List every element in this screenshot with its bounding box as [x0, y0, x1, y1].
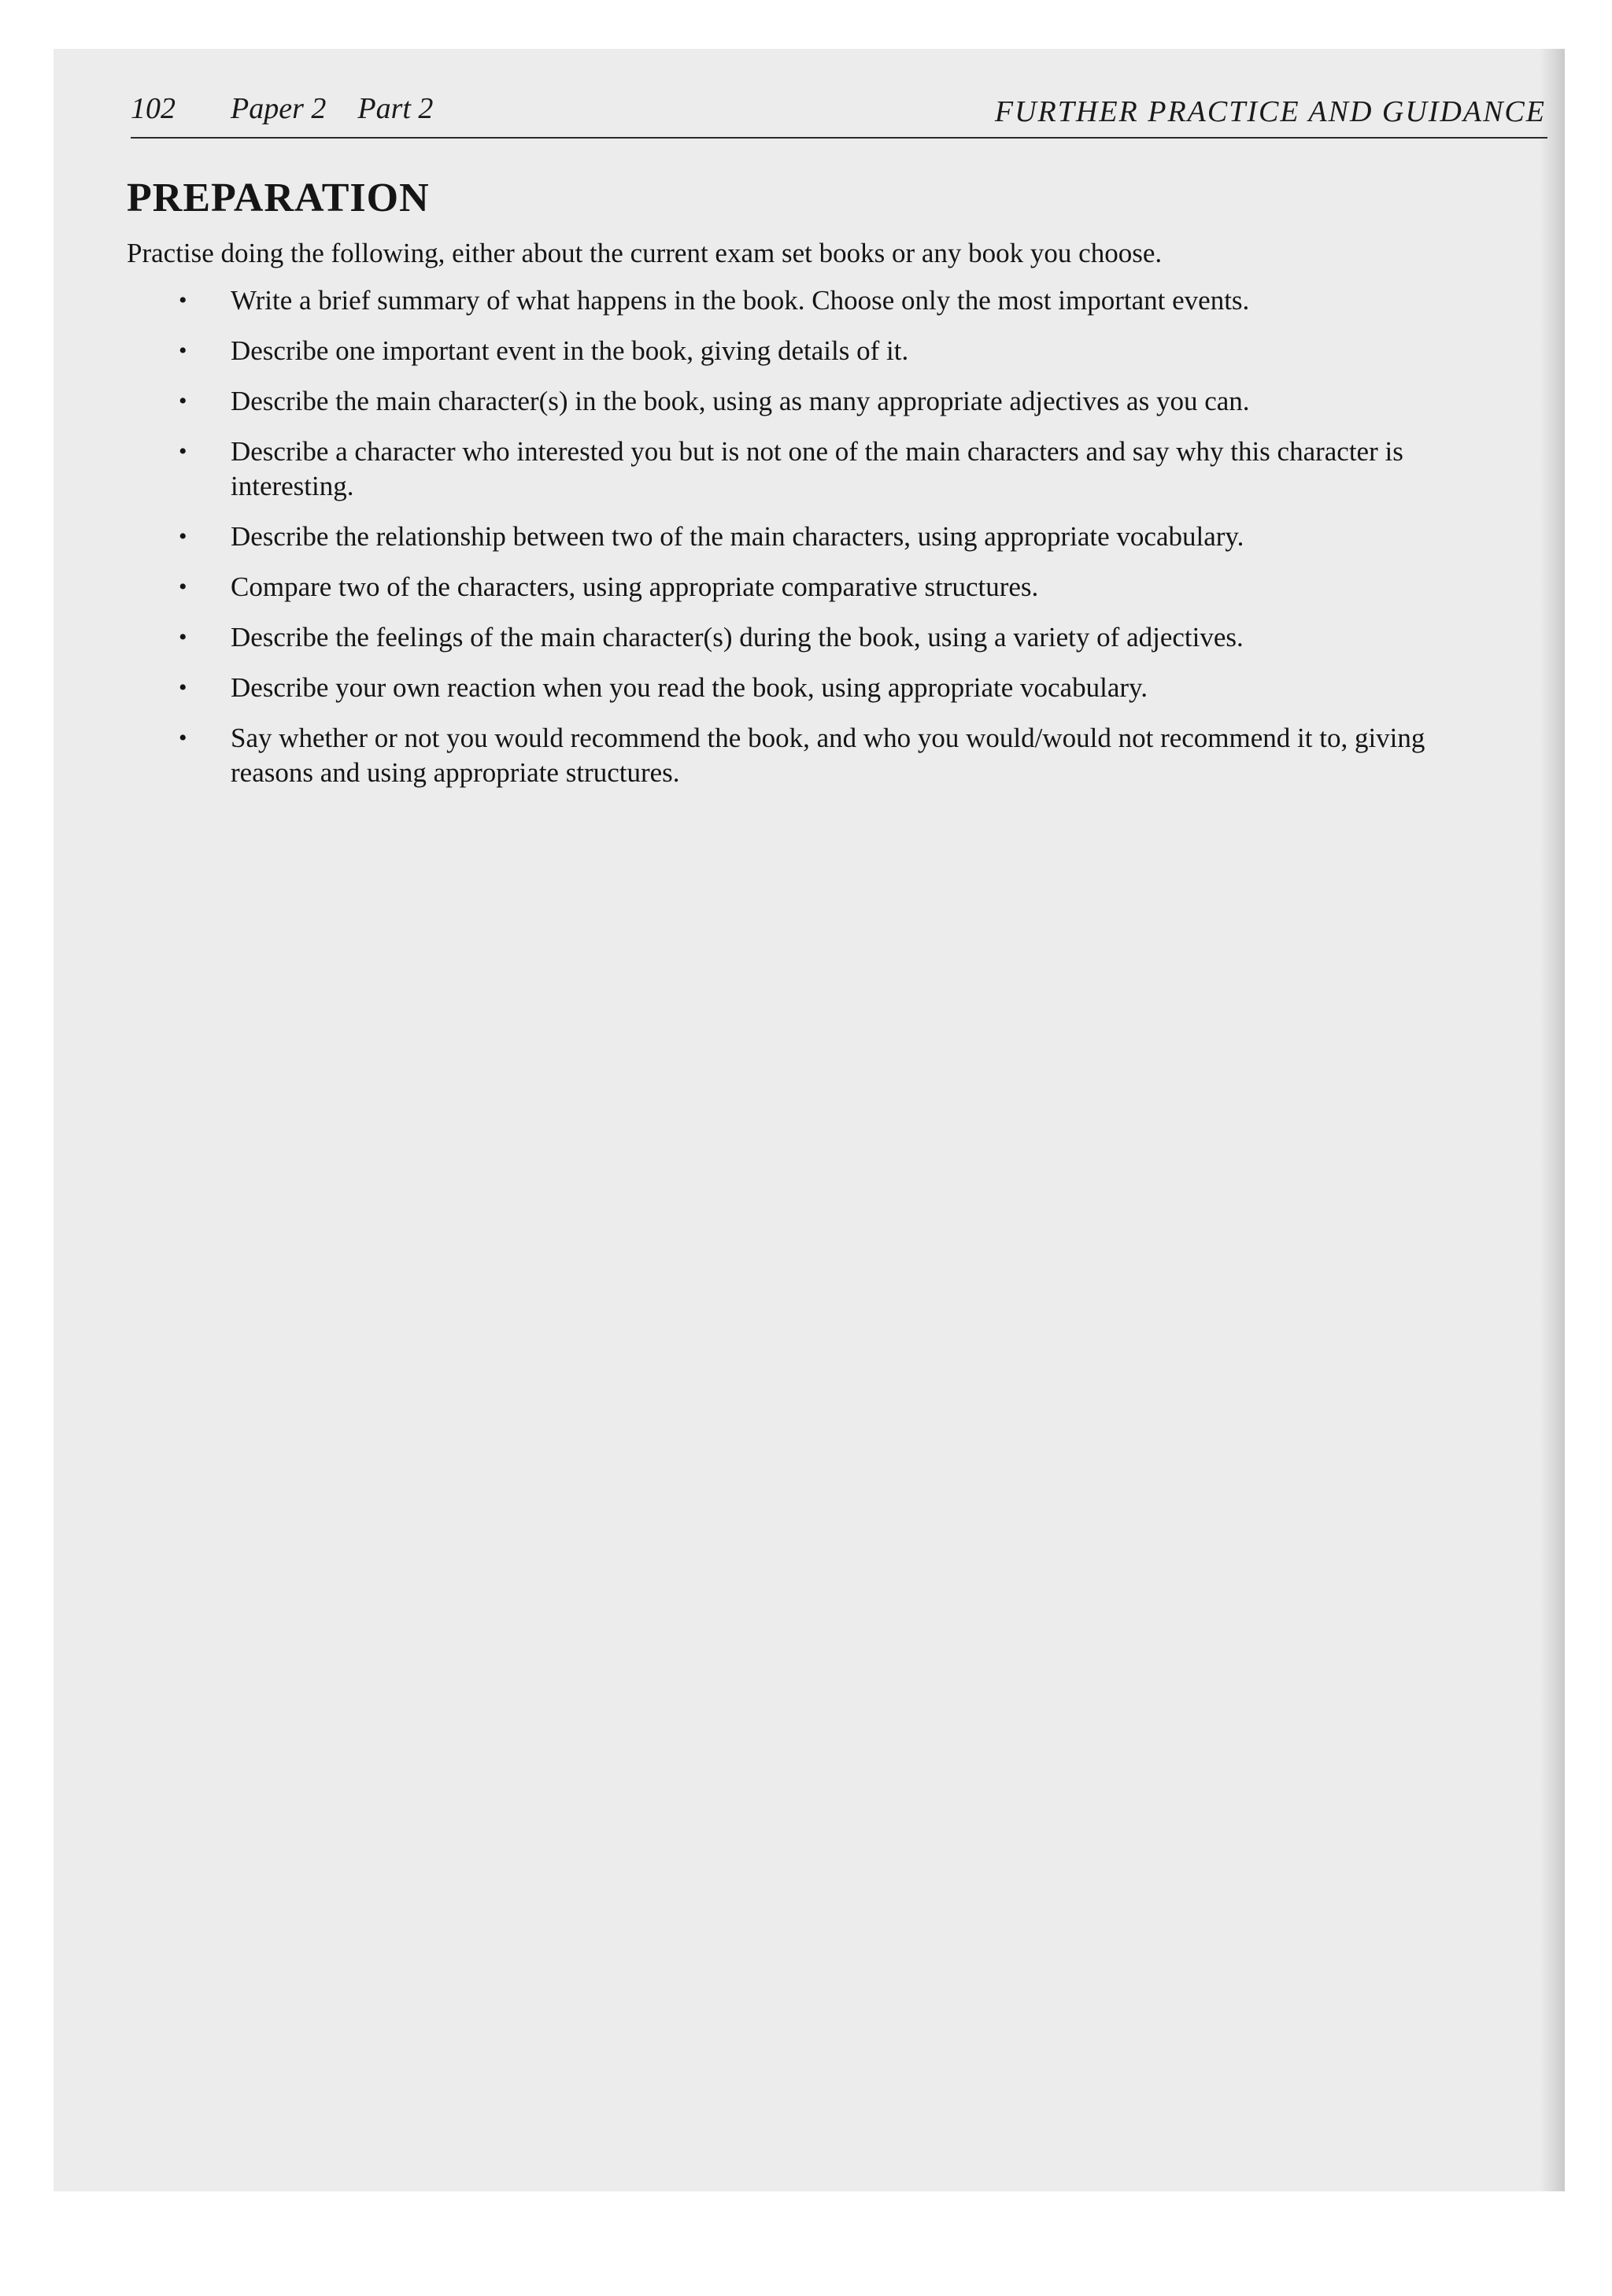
list-item [127, 334, 1528, 368]
list-item [127, 384, 1528, 419]
bullet-icon: • [179, 523, 187, 549]
list-item-text: Describe the relationship between two of the main characters, using appropriate vocabulary. [231, 521, 1244, 552]
list-item [127, 570, 1528, 605]
bullet-icon: • [179, 574, 187, 600]
bullet-icon: • [179, 675, 187, 701]
list-item [127, 434, 1528, 504]
bullet-icon: • [179, 725, 187, 751]
scanned-page [54, 49, 1565, 2191]
page-content [127, 175, 1528, 806]
bullet-icon: • [179, 624, 187, 650]
list-item-text: Write a brief summary of what happens in the book. Choose only the most important events. [231, 285, 1250, 316]
list-item-text: Describe the feelings of the main character(s) during the book, using a variety of adjectives. [231, 622, 1244, 653]
page-edge-shadow [1540, 49, 1565, 2191]
list-item-text: Describe the main character(s) in the book, using as many appropriate adjectives as you can. [231, 386, 1250, 416]
list-item-text: Describe one important event in the book, giving details of it. [231, 335, 909, 366]
page-title: PREPARATION [127, 176, 430, 220]
bullet-list [127, 283, 1528, 790]
bullet-icon: • [179, 388, 187, 414]
bullet-icon: • [179, 287, 187, 313]
bullet-icon: • [179, 338, 187, 364]
list-item [127, 620, 1528, 655]
list-item-text: Say whether or not you would recommend the book, and who you would/would not recommend it to, giving reasons and using appropriate structures. [231, 723, 1425, 788]
header-left [131, 91, 433, 126]
section-heading: FURTHER PRACTICE AND GUIDANCE [994, 95, 1546, 128]
list-item [127, 519, 1528, 554]
list-item-text: Compare two of the characters, using appropriate comparative structures. [231, 571, 1039, 602]
part-label: Part 2 [357, 92, 434, 125]
list-item-text: Describe a character who interested you but is not one of the main characters and say why this character is interesting. [231, 436, 1403, 501]
intro-paragraph: Practise doing the following, either about the current exam set books or any book you choose. [127, 238, 1163, 268]
bullet-icon: • [179, 438, 187, 464]
page-number: 102 [131, 92, 176, 125]
list-item [127, 283, 1528, 318]
running-header [131, 80, 1546, 143]
list-item [127, 721, 1528, 790]
header-rule [131, 137, 1547, 139]
list-item-text: Describe your own reaction when you read the book, using appropriate vocabulary. [231, 672, 1148, 703]
list-item [127, 671, 1528, 705]
paper-label: Paper 2 [231, 92, 327, 125]
